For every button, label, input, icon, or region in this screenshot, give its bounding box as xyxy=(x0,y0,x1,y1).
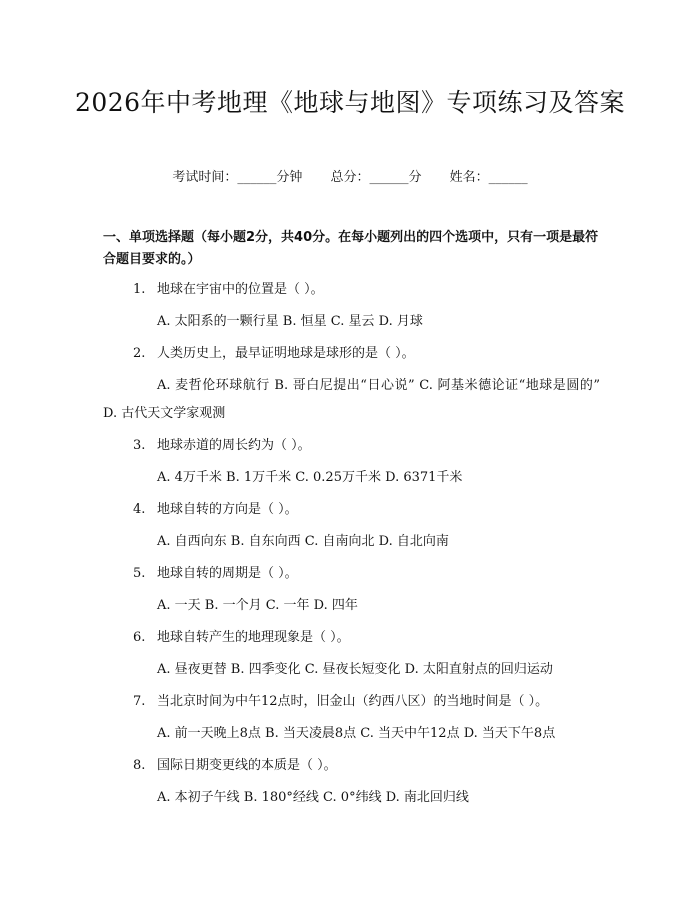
question-stem xyxy=(0,692,700,720)
exam-meta xyxy=(0,168,700,188)
question-stem xyxy=(0,564,700,592)
question-text: 地球自转产生的地理现象是（ ）。 xyxy=(157,630,350,645)
question-text: 人类历史上，最早证明地球是球形的是（ ）。 xyxy=(157,346,415,361)
question-number: 4. xyxy=(133,502,146,517)
question-item xyxy=(0,344,700,428)
question-list xyxy=(0,280,700,820)
question-stem xyxy=(0,756,700,784)
question-item xyxy=(0,692,700,748)
question-stem xyxy=(0,344,700,372)
question-stem xyxy=(0,500,700,528)
section-heading: 一、单项选择题（每小题2分，共40分。在每小题列出的四个选项中，只有一项是最符合题目要求的。） xyxy=(103,230,599,267)
question-text: 地球赤道的周长约为（ ）。 xyxy=(157,438,311,453)
question-stem xyxy=(0,436,700,464)
question-item xyxy=(0,756,700,812)
question-options: A. 前一天晚上8点 B. 当天凌晨8点 C. 当天中午12点 D. 当天下午8点 xyxy=(157,726,556,741)
question-options: A. 麦哲伦环球航行 B. 哥白尼提出“日心说” C. 阿基米德论证“地球是圆的” D. 古代天文学家观测 xyxy=(103,378,600,421)
question-item xyxy=(0,564,700,620)
question-number: 2. xyxy=(133,346,146,361)
question-number: 8. xyxy=(133,758,146,773)
question-options: A. 一天 B. 一个月 C. 一年 D. 四年 xyxy=(157,598,358,613)
student-name-field: 姓名：______ xyxy=(449,170,528,185)
question-options: A. 本初子午线 B. 180°经线 C. 0°纬线 D. 南北回归线 xyxy=(157,790,469,805)
question-text: 当北京时间为中午12点时，旧金山（约西八区）的当地时间是（ ）。 xyxy=(157,694,549,709)
question-item xyxy=(0,436,700,492)
question-number: 6. xyxy=(133,630,146,645)
question-item xyxy=(0,500,700,556)
question-stem xyxy=(0,280,700,308)
question-text: 国际日期变更线的本质是（ ）。 xyxy=(157,758,337,773)
question-item xyxy=(0,628,700,684)
question-options: A. 太阳系的一颗行星 B. 恒星 C. 星云 D. 月球 xyxy=(157,314,423,329)
question-options: A. 昼夜更替 B. 四季变化 C. 昼夜长短变化 D. 太阳直射点的回归运动 xyxy=(157,662,553,677)
question-number: 5. xyxy=(133,566,146,581)
question-text: 地球自转的周期是（ ）。 xyxy=(157,566,298,581)
total-score-field: 总分：______分 xyxy=(330,170,422,185)
question-number: 7. xyxy=(133,694,146,709)
question-options: A. 自西向东 B. 自东向西 C. 自南向北 D. 自北向南 xyxy=(157,534,449,549)
question-stem xyxy=(0,628,700,656)
question-text: 地球在宇宙中的位置是（ ）。 xyxy=(157,282,324,297)
question-item xyxy=(0,280,700,336)
question-number: 1. xyxy=(133,282,146,297)
question-number: 3. xyxy=(133,438,146,453)
exam-title: 2026年中考地理《地球与地图》专项练习及答案 xyxy=(74,88,626,117)
exam-time-field: 考试时间：______分钟 xyxy=(172,170,303,185)
question-options: A. 4万千米 B. 1万千米 C. 0.25万千米 D. 6371千米 xyxy=(157,470,463,485)
question-text: 地球自转的方向是（ ）。 xyxy=(157,502,298,517)
